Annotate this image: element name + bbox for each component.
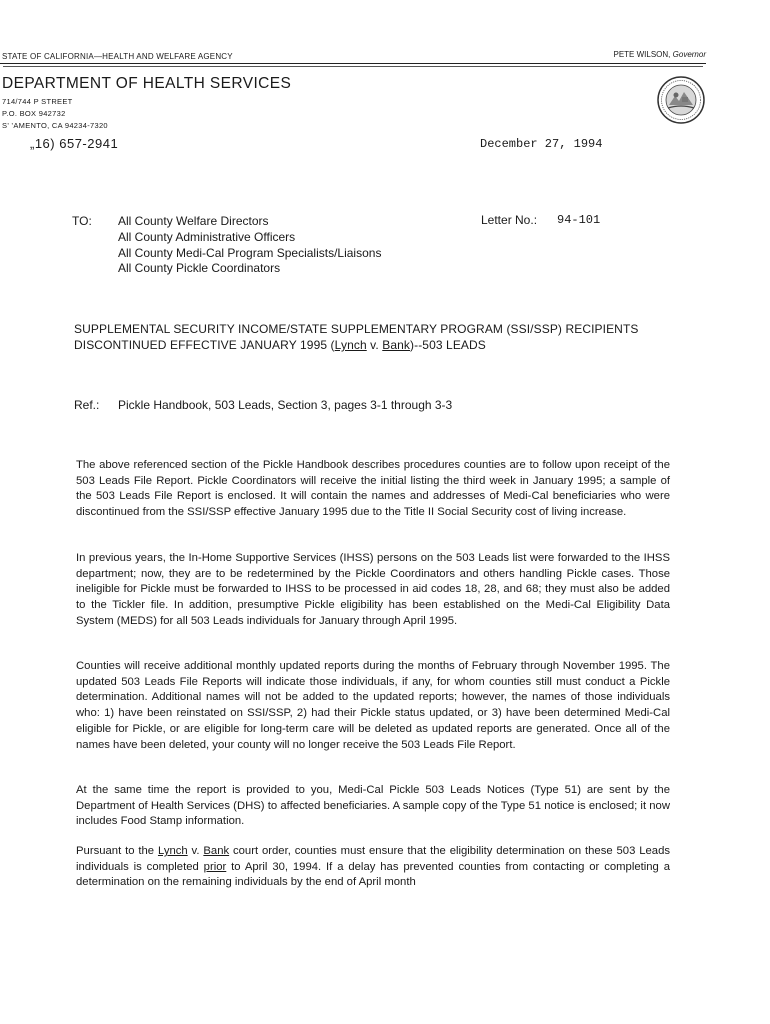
- p5-case-lynch: Lynch: [157, 845, 188, 857]
- p5-text-start: Pursuant to the: [76, 845, 158, 857]
- letter-number-value: 94-101: [557, 213, 601, 227]
- reference-label: Ref.:: [74, 398, 100, 412]
- body-paragraph-5: [76, 844, 670, 891]
- case-versus: v.: [366, 338, 383, 352]
- address-street: 714/744 P STREET: [2, 97, 73, 106]
- governor-title: Governor: [672, 50, 706, 59]
- case-name-lynch: Lynch: [334, 338, 367, 352]
- agency-name: STATE OF CALIFORNIA—HEALTH AND WELFARE AGENCY: [2, 52, 233, 61]
- p5-case-versus: v.: [187, 845, 204, 857]
- body-paragraph-1: The above referenced section of the Pickle Handbook describes procedures counties are to follow upon receipt of the 503 Leads File Report. Pickle Coordinators will receive the initial listing the third week in January 1995; a sample of the 503 Leads File Report is enclosed. It will contain the names and addresses of Medi-Cal beneficiaries who were discontinued from the SSI/SSP effective January 1995 due to the Title II Social Security cost of living increase.: [76, 459, 670, 519]
- p5-prior: prior: [203, 860, 227, 873]
- body-paragraph-2: In previous years, the In-Home Supportive Services (IHSS) persons on the 503 Leads list were forwarded to the IHSS department; now, they are to be redetermined by the Pickle Coordinators and others handling Pickle cases. Those ineligible for Pickle must be forwarded to IHSS to be processed in aid codes 18, 28, and 68; they must also be added to the Tickler file. In addition, presumptive Pickle eligibility has been established on the Medi-Cal Eligibility Data System (MEDS) for all 503 Leads individuals for January through April 1995.: [76, 552, 670, 627]
- address-city: S’ ’AMENTO, CA 94234-7320: [2, 121, 108, 130]
- p5-text-end: to April 30, 1994. If a delay has prevented counties from contacting or completing a determination on the remaining individuals by the end of April month: [76, 860, 670, 889]
- recipient-pickle-coordinators: All County Pickle Coordinators: [118, 261, 281, 276]
- recipient-welfare-directors: All County Welfare Directors: [118, 214, 269, 228]
- governor-line: [614, 50, 707, 59]
- recipient-administrative-officers: All County Administrative Officers: [118, 229, 296, 244]
- address-po-box: P.O. BOX 942732: [2, 109, 66, 118]
- to-label: TO:: [72, 214, 92, 228]
- governor-name: PETE WILSON,: [613, 50, 671, 59]
- seal-graphic: [656, 75, 706, 125]
- department-name: DEPARTMENT OF HEALTH SERVICES: [2, 75, 292, 92]
- p5-case-bank: Bank: [203, 845, 230, 857]
- reference-line: [74, 398, 452, 412]
- state-seal-icon: [656, 75, 706, 125]
- letter-date: December 27, 1994: [480, 137, 603, 151]
- body-paragraph-4: At the same time the report is provided to you, Medi-Cal Pickle 503 Leads Notices (Type 51) are sent by the Department of Health Services (DHS) to affected beneficiaries. A sample copy of the Type 51 notice is enclosed; it now includes Food Stamp information.: [76, 784, 670, 828]
- letter-number-label: Letter No.:: [481, 213, 538, 227]
- header-rule-secondary: [3, 66, 703, 67]
- subject-line-1: SUPPLEMENTAL SECURITY INCOME/STATE SUPPLEMENTARY PROGRAM (SSI/SSP) RECIPIENTS: [74, 322, 639, 336]
- subject-line-2-start: DISCONTINUED EFFECTIVE JANUARY 1995 (: [74, 338, 335, 352]
- recipient-medi-cal-specialists: All County Medi-Cal Program Specialists/Liaisons: [118, 245, 382, 260]
- body-paragraph-3: Counties will receive additional monthly updated reports during the months of February through November 1995. The updated 503 Leads File Reports will indicate those individuals, if any, for whom counties still must conduct a Pickle determination. Additional names will not be added to the updated reports; however, the names of those individuals who: 1) have been reinstated on SSI/SSP, 2) had their Pickle status updated, or 3) have been determined Medi-Cal eligible for Pickle, or are eligible for long-term care will be deleted as updated reports are generated. Once all of the names have been deleted, your county will no longer receive the 503 Leads File Report.: [76, 660, 670, 751]
- recipient-list: [118, 214, 381, 277]
- phone-number: „16) 657-2941: [30, 136, 119, 151]
- subject-line-2: [74, 337, 674, 353]
- case-name-bank: Bank: [382, 338, 411, 352]
- subject-heading: [74, 321, 674, 353]
- header-rule: [0, 63, 706, 64]
- subject-line-2-end: )--503 LEADS: [410, 338, 486, 352]
- reference-text: Pickle Handbook, 503 Leads, Section 3, pages 3-1 through 3-3: [118, 398, 453, 412]
- p5-text-middle: court order, counties must ensure that the eligibility determination on these 503 Leads individuals is completed: [76, 845, 671, 873]
